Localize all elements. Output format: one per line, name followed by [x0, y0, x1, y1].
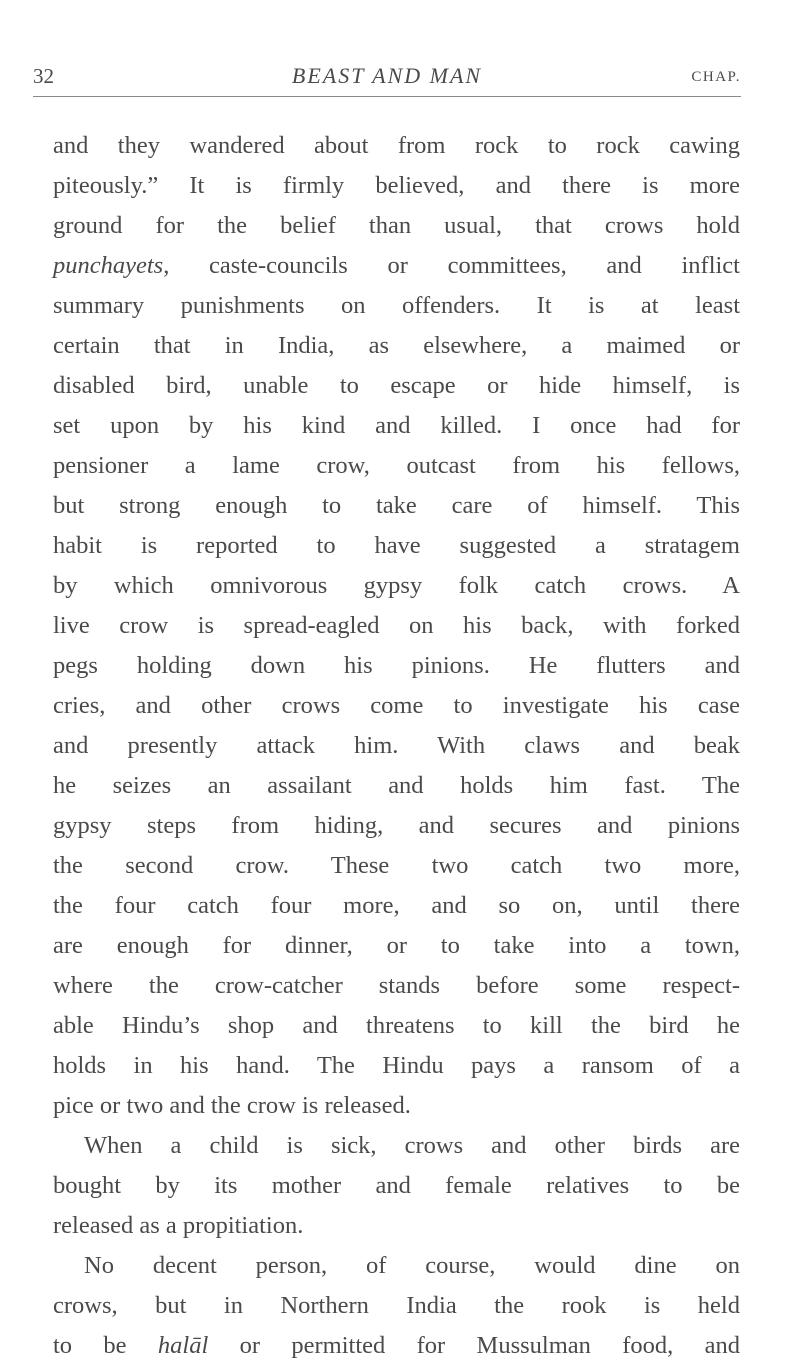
text-line: certain that in India, as elsewhere, a maimed or [53, 332, 740, 359]
text-line: bought by its mother and female relatives to be [53, 1172, 740, 1199]
text-line: No decent person, of course, would dine on [84, 1252, 740, 1279]
text-line: by which omnivorous gypsy folk catch crows. A [53, 572, 740, 599]
text-line [53, 246, 740, 286]
chapter-label: CHAP. [691, 69, 741, 85]
text-line: but strong enough to take care of himself. This [53, 492, 740, 519]
text-line: released as a propitiation. [53, 1212, 304, 1239]
text-line: and they wandered about from rock to rock cawing [53, 132, 740, 159]
text-line: he seizes an assailant and holds him fast. The [53, 772, 740, 799]
text-line: live crow is spread-eagled on his back, with forked [53, 612, 740, 639]
text-line: gypsy steps from hiding, and secures and pinions [53, 812, 740, 839]
text-line: When a child is sick, crows and other birds are [84, 1132, 740, 1159]
text-line [53, 1326, 740, 1366]
page-number: 32 [33, 64, 54, 88]
text-line: cries, and other crows come to investigate his case [53, 692, 740, 719]
italic-term: halāl [157, 1332, 209, 1359]
text-line: pensioner a lame crow, outcast from his fellows, [53, 452, 740, 479]
running-title: BEAST AND MAN [291, 63, 483, 88]
text-line: the second crow. These two catch two more, [53, 852, 740, 879]
text-line: piteously.” It is firmly believed, and there is more [53, 172, 740, 199]
text-line: pegs holding down his pinions. He flutters and [53, 652, 740, 679]
text-line: habit is reported to have suggested a stratagem [53, 532, 740, 559]
text-line: and presently attack him. With claws and beak [53, 732, 740, 759]
italic-term: punchayets [53, 252, 164, 279]
text-line: where the crow-catcher stands before some respect- [53, 972, 740, 999]
text-line: are enough for dinner, or to take into a town, [53, 932, 740, 959]
text-span: , caste-councils or committees, and inflict [163, 252, 740, 279]
text-line: the four catch four more, and so on, until there [53, 892, 740, 919]
text-line: set upon by his kind and killed. I once had for [53, 412, 740, 439]
text-span: to be [53, 1332, 158, 1359]
text-line: holds in his hand. The Hindu pays a ransom of a [53, 1052, 740, 1079]
running-header [33, 62, 741, 97]
text-line: able Hindu’s shop and threatens to kill the bird he [53, 1012, 740, 1039]
text-line: crows, but in Northern India the rook is held [53, 1292, 740, 1319]
text-line: disabled bird, unable to escape or hide himself, is [53, 372, 740, 399]
text-span: or permitted for Mussulman food, and [208, 1332, 740, 1359]
text-line: summary punishments on offenders. It is at least [53, 292, 740, 319]
text-line: pice or two and the crow is released. [53, 1092, 411, 1119]
text-line: ground for the belief than usual, that crows hold [53, 212, 740, 239]
